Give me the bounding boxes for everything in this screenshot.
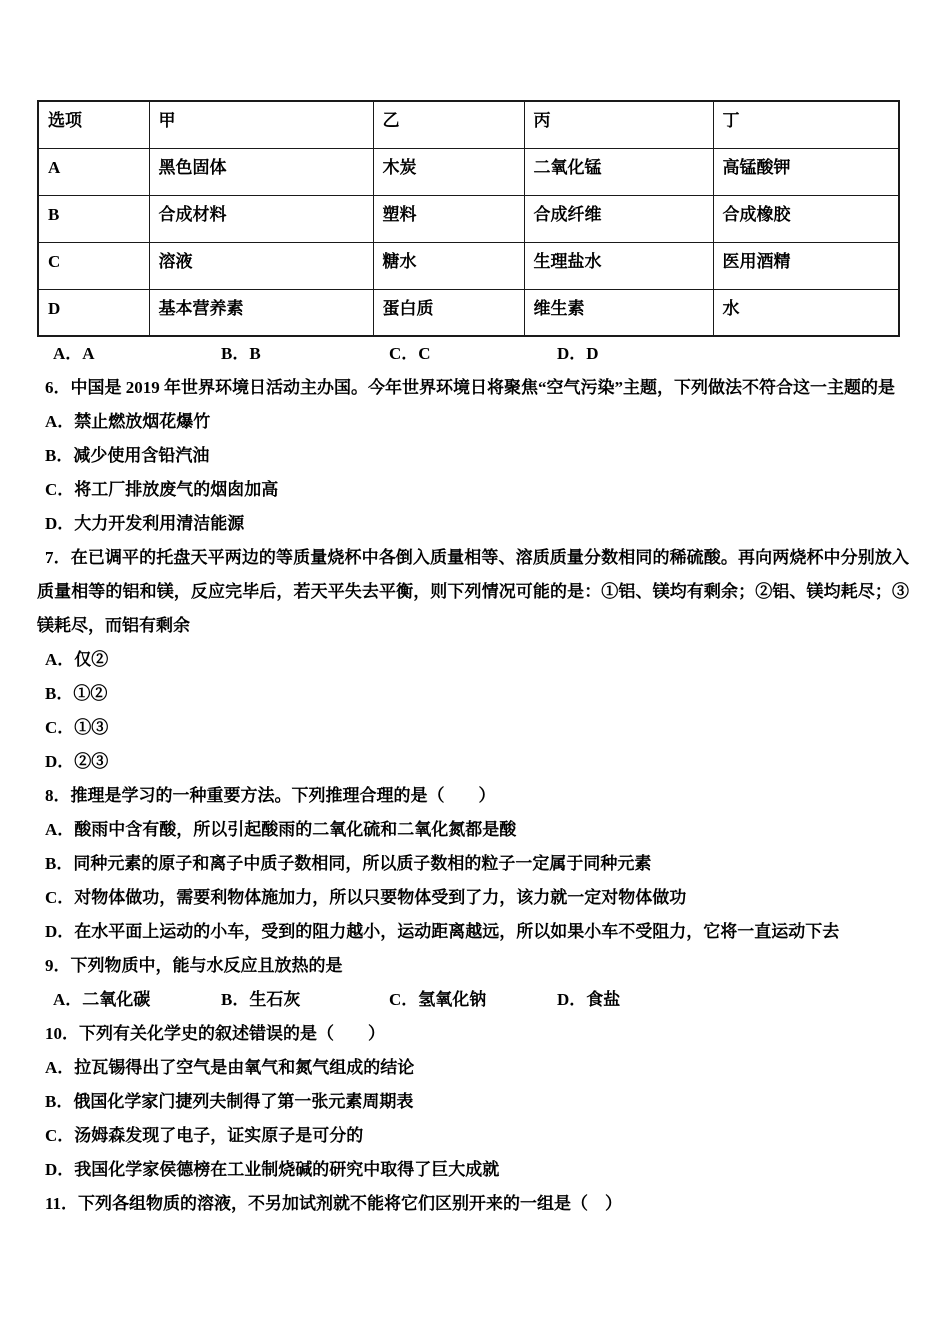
table-row-label: D xyxy=(38,289,149,336)
table-row xyxy=(38,195,899,242)
answer-choice-a: A．A xyxy=(53,344,95,363)
question-8-option-c: C．对物体做功，需要利物体施加力，所以只要物体受到了力，该力就一定对物体做功 xyxy=(45,888,687,907)
answer-choice-b: B．B xyxy=(221,344,261,363)
question-8-stem: 8．推理是学习的一种重要方法。下列推理合理的是（ ） xyxy=(45,786,496,805)
table-row-label: B xyxy=(38,195,149,242)
questions-block xyxy=(37,337,909,1221)
table-row xyxy=(38,148,899,195)
table-cell: 溶液 xyxy=(149,242,373,289)
table-cell: 生理盐水 xyxy=(524,242,713,289)
table-header-cell: 选项 xyxy=(38,101,149,148)
answer-choices-row xyxy=(37,337,909,371)
table-cell: 黑色固体 xyxy=(149,148,373,195)
question-11 xyxy=(37,1187,909,1221)
question-8-option-b: B．同种元素的原子和离子中质子数相同，所以质子数相的粒子一定属于同种元素 xyxy=(45,854,652,873)
table-row xyxy=(38,242,899,289)
table-cell: 合成纤维 xyxy=(524,195,713,242)
question-7-option-b: B．①② xyxy=(45,684,108,703)
question-7-stem: 7．在已调平的托盘天平两边的等质量烧杯中各倒入质量相等、溶质质量分数相同的稀硫酸。再向两烧杯中分别放入质量相等的铝和镁，反应完毕后，若天平失去平衡，则下列情况可能的是：①铝、镁均有剩余；②铝、镁均耗尽；③镁耗尽，而铝有剩余 xyxy=(37,548,909,635)
question-8-option-d: D．在水平面上运动的小车，受到的阻力越小，运动距离越远，所以如果小车不受阻力，它将一直运动下去 xyxy=(45,922,840,941)
table-header-row xyxy=(38,101,899,148)
question-9-option-b: B．生石灰 xyxy=(221,990,301,1009)
question-10-option-d: D．我国化学家侯德榜在工业制烧碱的研究中取得了巨大成就 xyxy=(45,1160,500,1179)
table-row-label: C xyxy=(38,242,149,289)
question-9-option-a: A．二氧化碳 xyxy=(53,990,151,1009)
table-cell: 水 xyxy=(713,289,899,336)
table-cell: 合成材料 xyxy=(149,195,373,242)
question-6-option-c: C．将工厂排放废气的烟囱加高 xyxy=(45,480,279,499)
question-8-option-a: A．酸雨中含有酸，所以引起酸雨的二氧化硫和二氧化氮都是酸 xyxy=(45,820,517,839)
table-header-cell: 丙 xyxy=(524,101,713,148)
question-6-stem: 6．中国是 2019 年世界环境日活动主办国。今年世界环境日将聚焦“空气污染”主题，下列做法不符合这一主题的是 xyxy=(45,378,895,397)
question-6-option-b: B．减少使用含铅汽油 xyxy=(45,446,210,465)
table-cell: 塑料 xyxy=(373,195,524,242)
question-7-option-d: D．②③ xyxy=(45,752,109,771)
question-6-option-d: D．大力开发利用清洁能源 xyxy=(45,514,245,533)
question-10-option-b: B．俄国化学家门捷列夫制得了第一张元素周期表 xyxy=(45,1092,414,1111)
answer-choice-c: C．C xyxy=(389,344,431,363)
question-8 xyxy=(37,779,909,949)
table-header-cell: 丁 xyxy=(713,101,899,148)
table-cell: 糖水 xyxy=(373,242,524,289)
table-cell: 合成橡胶 xyxy=(713,195,899,242)
table-row xyxy=(38,289,899,336)
table-header-cell: 甲 xyxy=(149,101,373,148)
question-10 xyxy=(37,1017,909,1187)
table-cell: 二氧化锰 xyxy=(524,148,713,195)
answer-choice-d: D．D xyxy=(557,344,599,363)
question-7-option-c: C．①③ xyxy=(45,718,109,737)
question-9-option-c: C．氢氧化钠 xyxy=(389,990,487,1009)
table-cell: 高锰酸钾 xyxy=(713,148,899,195)
table-cell: 蛋白质 xyxy=(373,289,524,336)
table-cell: 木炭 xyxy=(373,148,524,195)
table-cell: 医用酒精 xyxy=(713,242,899,289)
question-6-option-a: A．禁止燃放烟花爆竹 xyxy=(45,412,211,431)
question-9-option-d: D．食盐 xyxy=(557,990,621,1009)
question-9-options-row xyxy=(37,983,909,1017)
table-cell: 基本营养素 xyxy=(149,289,373,336)
question-7-option-a: A．仅② xyxy=(45,650,109,669)
options-table xyxy=(37,100,900,337)
question-10-option-a: A．拉瓦锡得出了空气是由氧气和氮气组成的结论 xyxy=(45,1058,415,1077)
question-7 xyxy=(37,541,909,779)
question-10-option-c: C．汤姆森发现了电子，证实原子是可分的 xyxy=(45,1126,364,1145)
question-9-stem: 9．下列物质中，能与水反应且放热的是 xyxy=(45,956,343,975)
table-cell: 维生素 xyxy=(524,289,713,336)
question-11-stem: 11．下列各组物质的溶液，不另加试剂就不能将它们区别开来的一组是（ ） xyxy=(45,1194,623,1213)
question-10-stem: 10．下列有关化学史的叙述错误的是（ ） xyxy=(45,1024,385,1043)
question-6 xyxy=(37,371,909,541)
table-row-label: A xyxy=(38,148,149,195)
question-9 xyxy=(37,949,909,1017)
table-header-cell: 乙 xyxy=(373,101,524,148)
